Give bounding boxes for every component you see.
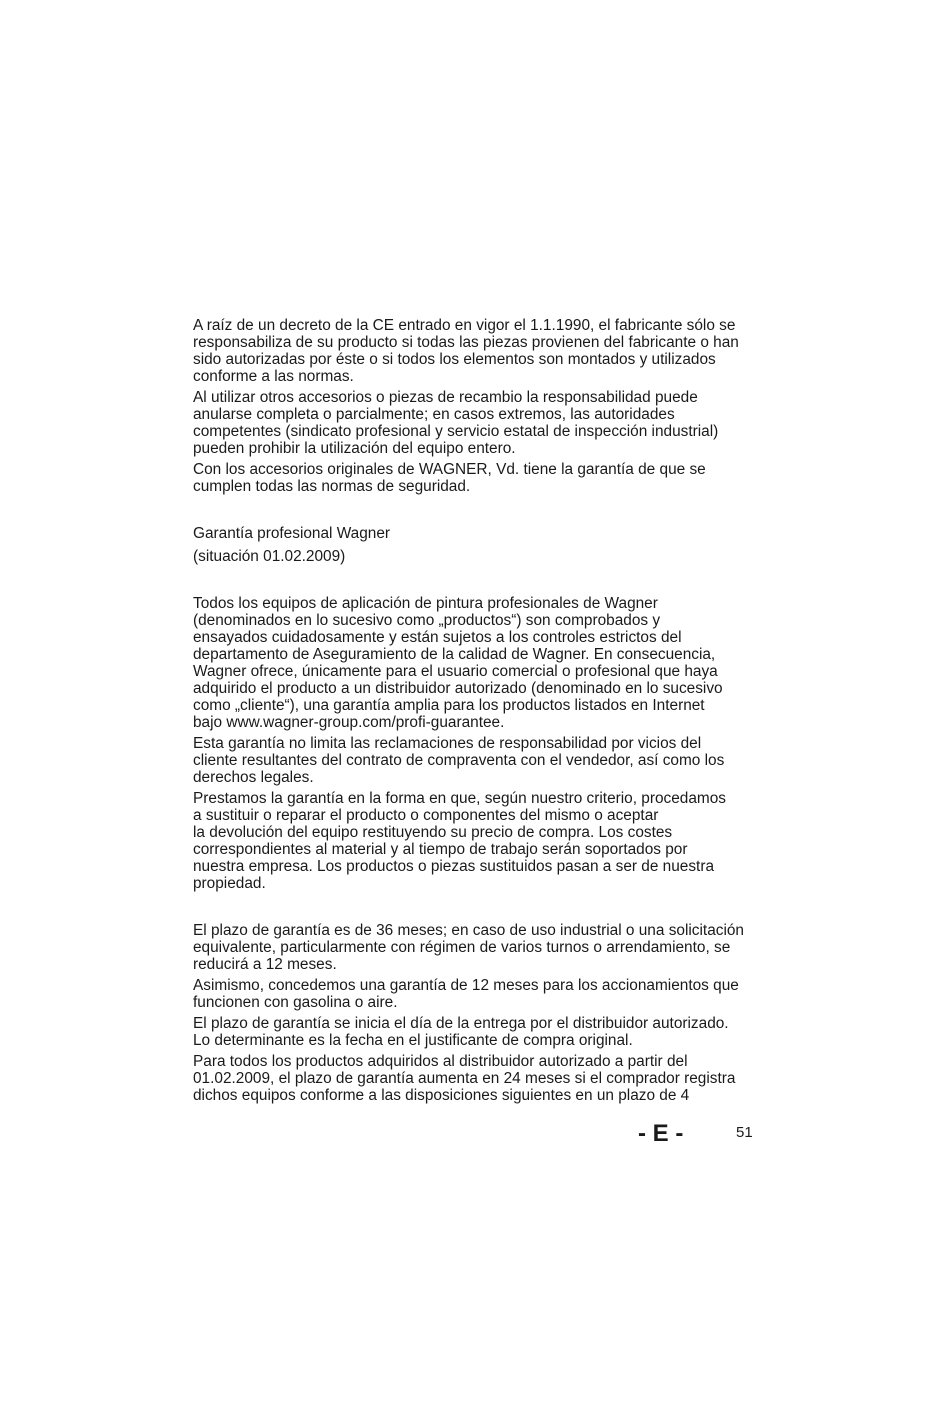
warranty-paragraph: Todos los equipos de aplicación de pintura profesionales de Wagner (denominados en lo sucesivo como „productos“) son comprobados y ensayados cuidadosamente y están sujetos a los controles estrictos del departamento de Aseguramiento de la calidad de Wagner. En consecuencia, Wagner ofrece, únicamente para el usuario comercial o profesional que haya adquirido el producto a un distribuidor autorizado (denominado en lo sucesivo como „cliente“), una garantía amplia para los productos listados en Internet bajo www.wagner-group.com/profi-guarantee. — [193, 595, 723, 731]
warranty-title: Garantía profesional Wagner — [193, 525, 391, 542]
period-paragraph: El plazo de garantía es de 36 meses; en caso de uso industrial o una solicitación equivalente, particularmente con régimen de varios turnos o arrendamiento, se reducirá a 12 meses. — [193, 922, 744, 973]
warranty-paragraph: Prestamos la garantía en la forma en que, según nuestro criterio, procedamos a sustituir o reparar el producto o componentes del mismo o aceptar la devolución del equipo restituyendo su precio de compra. Los costes correspondientes al material y al tiempo de trabajo serán soportados por nuestra empresa. Los productos o piezas sustituidos pasan a ser de nuestra propiedad. — [193, 790, 726, 892]
period-paragraph: Para todos los productos adquiridos al distribuidor autorizado a partir del 01.02.2009, el plazo de garantía aumenta en 24 meses si el comprador registra dichos equipos conforme a las disposiciones siguientes en un plazo de 4 — [193, 1053, 736, 1104]
warranty-heading — [193, 525, 765, 565]
warranty-subtitle: (situación 01.02.2009) — [193, 548, 346, 565]
page-number: 51 — [736, 1124, 753, 1141]
period-paragraph: Asimismo, concedemos una garantía de 12 meses para los accionamientos que funcionen con gasolina o aire. — [193, 977, 739, 1011]
language-marker: - E - — [638, 1120, 684, 1147]
warranty-period-section — [193, 922, 765, 1104]
page-body — [193, 317, 765, 1108]
intro-section — [193, 317, 765, 495]
intro-paragraph: A raíz de un decreto de la CE entrado en vigor el 1.1.1990, el fabricante sólo se responsabiliza de su producto si todas las piezas provienen del fabricante o han sido autorizadas por éste o si todos los elementos son montados y utilizados conforme a las normas. — [193, 317, 739, 385]
warranty-paragraph: Esta garantía no limita las reclamaciones de responsabilidad por vicios del cliente resultantes del contrato de compraventa con el vendedor, así como los derechos legales. — [193, 735, 725, 786]
intro-paragraph: Con los accesorios originales de WAGNER, Vd. tiene la garantía de que se cumplen todas las normas de seguridad. — [193, 461, 706, 495]
period-paragraph: El plazo de garantía se inicia el día de la entrega por el distribuidor autorizado. Lo determinante es la fecha en el justificante de compra original. — [193, 1015, 729, 1049]
intro-paragraph: Al utilizar otros accesorios o piezas de recambio la responsabilidad puede anularse completa o parcialmente; en casos extremos, las autoridades competentes (sindicato profesional y servicio estatal de inspección industrial) pueden prohibir la utilización del equipo entero. — [193, 389, 719, 457]
warranty-section — [193, 595, 765, 892]
